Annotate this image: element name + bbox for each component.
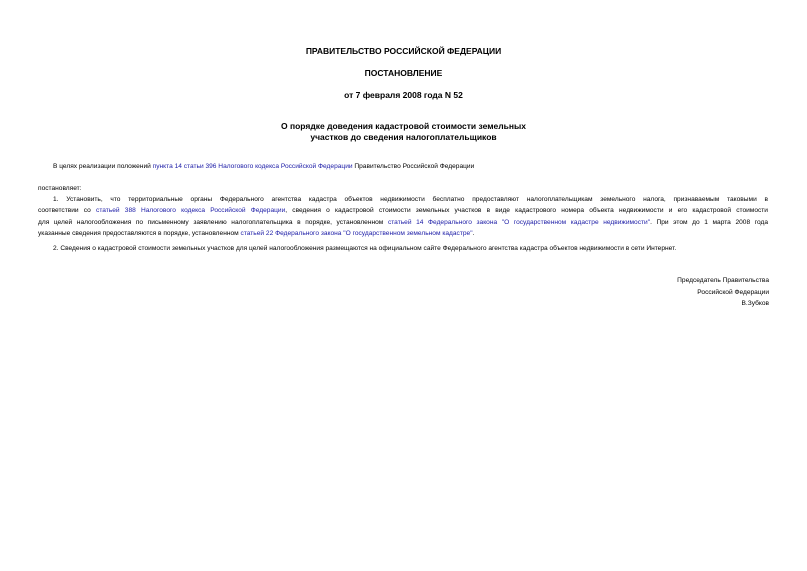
document-type-heading: ПОСТАНОВЛЕНИЕ bbox=[364, 68, 443, 78]
item-1-line-3-after: . При этом до 1 марта 2008 года bbox=[650, 218, 768, 226]
link-law-land-cadastre-article-22[interactable]: статьей 22 Федерального закона "О государственном земельном кадастре" bbox=[240, 230, 473, 238]
item-2-paragraph: 2. Сведения о кадастровой стоимости земельных участков для целей налогообложения размещаются на официальном сайте Федерального агентства кадастра объектов недвижимости в сети Интернет. bbox=[53, 245, 677, 252]
signature-position-line-2: Российской Федерации bbox=[697, 288, 769, 296]
link-law-real-estate-cadastre-article-14[interactable]: статьей 14 Федерального закона "О государственном кадастре недвижимости" bbox=[387, 218, 651, 226]
link-tax-code-article-388[interactable]: статьей 388 Налогового кодекса Российской Федерации bbox=[96, 207, 286, 215]
item-1-paragraph bbox=[38, 194, 768, 240]
preamble-paragraph bbox=[53, 161, 474, 172]
document-title-line-2: участков до сведения налогоплательщиков bbox=[310, 132, 497, 142]
government-heading: ПРАВИТЕЛЬСТВО РОССИЙСКОЙ ФЕДЕРАЦИИ bbox=[305, 46, 502, 56]
item-1-line-3 bbox=[38, 217, 768, 228]
item-1-line-4 bbox=[38, 228, 768, 239]
item-1-line-2-before: соответствии со bbox=[38, 207, 97, 215]
item-1-line-3-before: для целей налогообложения по письменному заявлению налогоплательщика в порядке, установленном bbox=[38, 218, 388, 226]
preamble-text-after: Правительство Российской Федерации bbox=[352, 163, 475, 170]
signature-position-line-1: Председатель Правительства bbox=[677, 277, 769, 284]
item-1-line-2 bbox=[38, 205, 768, 216]
item-1-line-1: 1. Установить, что территориальные органы Федерального агентства кадастра объектов недвижимости бесплатно предоставляют налогоплательщикам земельного налога, признаваемым таковыми в bbox=[53, 196, 768, 203]
item-1-line-4-before: указанные сведения предоставляются в порядке, установленном bbox=[38, 230, 241, 238]
item-1-line-4-after: . bbox=[472, 230, 475, 238]
decree-word: постановляет: bbox=[38, 185, 82, 192]
document-title-line-1: О порядке доведения кадастровой стоимости земельных bbox=[281, 121, 526, 131]
item-1-line-2-after: , сведения о кадастровой стоимости земельных участков в виде кадастрового номера объекта недвижимости и его кадастровой стоимости bbox=[285, 207, 768, 215]
link-tax-code-article-396[interactable]: пункта 14 статьи 396 Налогового кодекса Российской Федерации bbox=[152, 163, 353, 170]
signature-name: В.Зубков bbox=[741, 300, 769, 307]
preamble-text-before: В целях реализации положений bbox=[53, 163, 153, 170]
document-date-number: от 7 февраля 2008 года N 52 bbox=[344, 90, 463, 100]
